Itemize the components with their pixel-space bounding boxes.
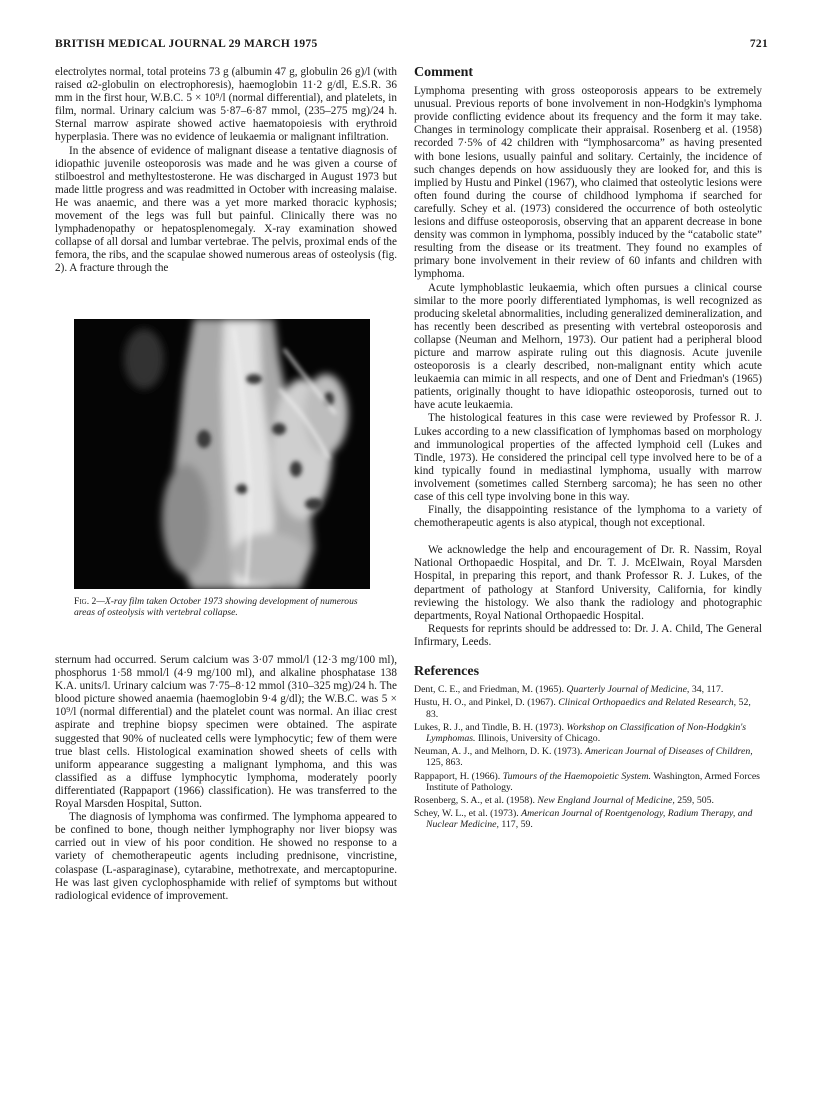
left-column-bottom	[55, 654, 397, 903]
body-paragraph: Lymphoma presenting with gross osteoporosis appears to be extremely unusual. Previous reports of bone involvement in non-Hodgkin's lymphoma provide conflicting evidence about its frequency and the form it may take. Changes in terminology complicate their appraisal. Rosenberg et al. (1958) recorded 7·5% of 42 children with “lymphosarcoma” as having presented with bone lesions, usually painful and solitary. Certainly, the incidence of such changes depends on how assiduously they are looked for, and this is implied by Hustu and Pinkel (1967), who claimed that osteolytic lesions were often found during the course of childhood lymphoma if searched for carefully. Schey et al. (1973) considered the occurrence of both osteolytic lesions and diffuse osteoporosis, observing that an apparent decrease in bone density was common in lymphoma, possibly induced by the “catabolic state” resulting from the disease or its treatment. They found no examples of primary bone involvement in their review of 60 infants and children with lymphoma.	[414, 85, 762, 281]
body-paragraph: In the absence of evidence of malignant disease a tentative diagnosis of idiopathic juvenile osteoporosis was made and he was given a course of stilboestrol and methyltestosterone. He was discharged in August 1973 but made little progress and was readmitted in October with increasing malaise. He was anaemic, and there was a yet more marked thoracic kyphosis; movement of the legs was full but painful. Clinically there was no lymphadenopathy or hepatosplenomegaly. X-ray examination showed collapse of all dorsal and lumbar vertebrae. The pelvis, proximal ends of the femora, the ribs, and the scapulae showed numerous areas of osteolysis (fig. 2). A fracture through the	[55, 144, 397, 275]
body-paragraph: The histological features in this case were reviewed by Professor R. J. Lukes according to a new classification of lymphomas based on morphology and immunological properties of the affected lymphoid cell (Lukes and Tindle, 1973). He considered the principal cell type involved here to be of a kind typically found in mediastinal lymphoma, usually with marrow involvement (sometimes called Sternberg sarcoma); he has seen no other case of this cell type involving bone in this way.	[414, 412, 762, 503]
right-column	[414, 66, 762, 833]
reprint-request: Requests for reprints should be addressed to: Dr. J. A. Child, The General Infirmary, Leeds.	[414, 622, 762, 648]
running-header: BRITISH MEDICAL JOURNAL 29 MARCH 1975	[55, 38, 318, 50]
reference-item: Dent, C. E., and Friedman, M. (1965). Quarterly Journal of Medicine, 34, 117.	[414, 684, 724, 696]
acknowledgement: We acknowledge the help and encouragement of Dr. R. Nassim, Royal National Orthopaedic Hospital, and Dr. T. J. McElwain, Royal Marsden Hospital, in preparing this report, and thank Professor R. J. Lukes, of the department of pathology at Stanford University, California, for kindly reviewing the histology. We also thank the radiology and photographic departments, Royal National Orthopaedic Hospital.	[414, 544, 762, 622]
figure-caption	[74, 596, 372, 618]
page-number: 721	[749, 38, 768, 50]
xray-image	[74, 319, 370, 589]
section-heading-comment: Comment	[414, 65, 474, 80]
section-heading-references: References	[414, 664, 480, 680]
body-paragraph: The diagnosis of lymphoma was confirmed. The lymphoma appeared to be confined to bone, though neither lymphography nor liver biopsy was carried out in view of his poor condition. He showed no response to a variety of chemotherapeutic agents including prednisone, vincristine, colaspase (L-asparaginase), cytarabine, methotrexate, and mercaptopurine. He was last given cyclophosphamide with relief of symptoms but without radiological evidence of improvement.	[55, 811, 397, 902]
figure-caption-text: —X-ray film taken October 1973 showing development of numerous areas of osteolysis with vertebral collapse.	[74, 596, 358, 618]
reference-item: Rosenberg, S. A., et al. (1958). New England Journal of Medicine, 259, 505.	[414, 794, 714, 806]
reference-list	[414, 684, 762, 830]
figure-caption-label: Fig. 2	[74, 596, 97, 607]
body-paragraph: Finally, the disappointing resistance of the lymphoma to a variety of chemotherapeutic agents is also atypical, though not exceptional.	[414, 504, 762, 530]
body-paragraph: Acute lymphoblastic leukaemia, which often pursues a clinical course similar to the more poorly differentiated lymphomas, is well recognized as producing skeletal abnormalities, including generalized demineralization, and has recently been described as presenting with vertebral osteoporosis and collapse (Neuman and Melhorn, 1973). Our patient had a peripheral blood picture and marrow aspirate ruling out this diagnosis. Acute juvenile osteoporosis is a clearly described, non-malignant entity which acute leukaemia can mimic in all respects, and one of Dent and Friedman's (1965) patients, originally thought to have idiopathic osteoporosis, turned out to have acute leukaemia.	[414, 281, 762, 412]
body-paragraph: sternum had occurred. Serum calcium was 3·07 mmol/l (12·3 mg/100 ml), phosphorus 1·58 mmol/l (4·9 mg/100 ml), and alkaline phosphatase 138 K.A. units/l. Urinary calcium was 7·75–8·12 mmol (310–325 mg)/24 h. The blood picture showed anaemia (haemoglobin 9·4 g/dl); the W.B.C. was 5 × 10⁹/l (normal differential) and the platelet count was normal. An iliac crest aspirate and trephine biopsy specimen were obtained. The aspirate suggested that 90% of nucleated cells were lymphocytic; few of them were true blast cells. Histological examination showed sheets of cells with uniform appearance suggesting a malignant lymphoma, and this was classified as a diffuse lymphocytic lymphoma, moderately poorly differentiated (Rappaport (1966) classification). He was transferred to the Royal Marsden Hospital, Sutton.	[55, 654, 397, 811]
left-column-top	[55, 66, 397, 276]
reference-item: Lukes, R. J., and Tindle, B. H. (1973). Workshop on Classification of Non-Hodgkin's Lymphomas. Illinois, University of Chicago.	[414, 721, 747, 744]
xray-figure	[74, 319, 370, 589]
body-paragraph: electrolytes normal, total proteins 73 g (albumin 47 g, globulin 26 g)/l (with raised α2-globulin on electrophoresis), haemoglobin 11·2 g/dl, E.S.R. 36 mm in the first hour, W.B.C. 5 × 10⁹/l (normal differential), and platelets, in film, normal. Urinary calcium was 5·87–6·87 mmol, (235–275 mg)/24 h. Sternal marrow aspirate showed active haematopoiesis with erythroid hyperplasia. There was no evidence of leukaemia or malignant infiltration.	[55, 66, 397, 144]
reference-item: Rappaport, H. (1966). Tumours of the Haemopoietic System. Washington, Armed Forces Institute of Pathology.	[414, 770, 760, 793]
reference-item: Hustu, H. O., and Pinkel, D. (1967). Clinical Orthopaedics and Related Research, 52, 83.	[414, 697, 751, 720]
reference-item: Neuman, A. J., and Melhorn, D. K. (1973). American Journal of Diseases of Children, 125, 863.	[414, 746, 753, 769]
reference-item: Schey, W. L., et al. (1973). American Journal of Roentgenology, Radium Therapy, and Nuclear Medicine, 117, 59.	[414, 808, 753, 831]
